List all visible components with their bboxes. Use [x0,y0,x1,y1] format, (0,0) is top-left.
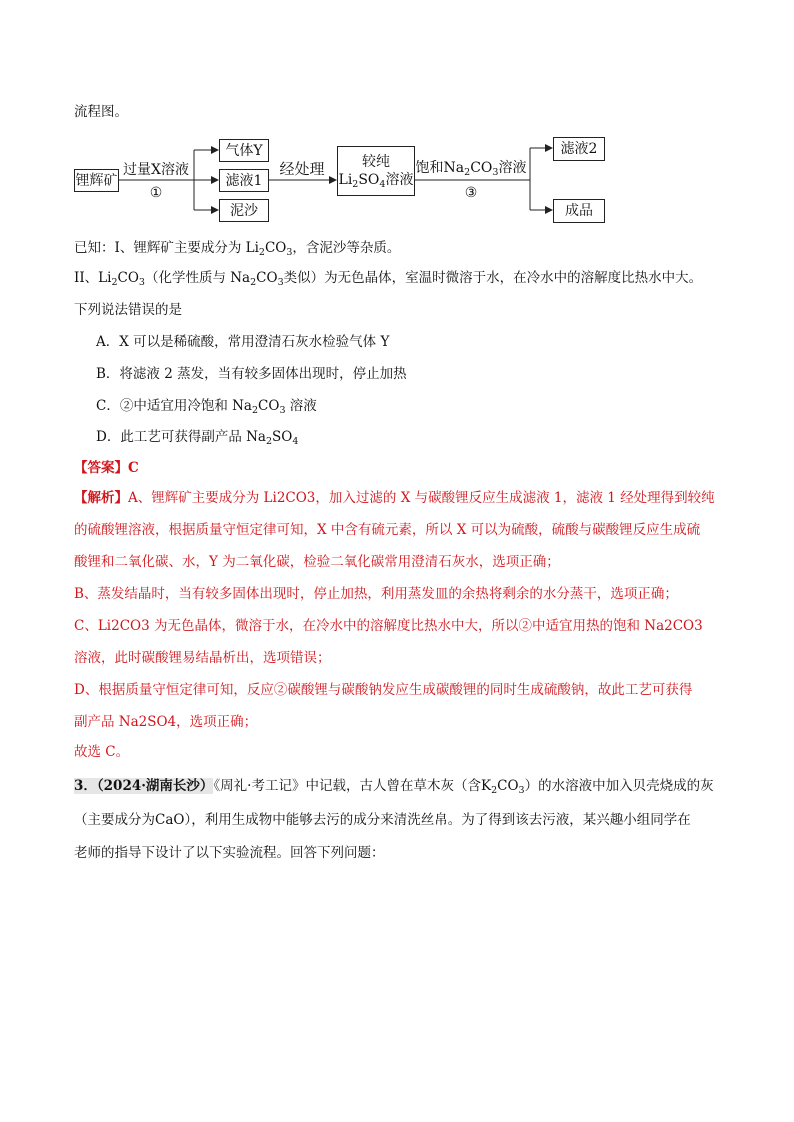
step3-reagent-label: 饱和$Na_2CO_3$溶液 [415,160,527,178]
option-c: C．②中适宜用冷饱和 $Na_2CO_3$ 溶液 [96,398,317,416]
option-d: D．此工艺可获得副产品 $Na_2SO_4$ [96,429,299,447]
box-sludge: 泥沙 [219,199,269,222]
intro-text: 流程图。 [74,104,128,120]
analysis-line-1: 【解析】A、锂辉矿主要成分为 Li2CO3，加入过滤的 X 与碳酸锂反应生成滤液 1，滤液 1 经处理得到较纯 [74,490,715,506]
analysis-line-8: 副产品 Na2SO4，选项正确； [74,714,258,730]
known-1: 已知：I、锂辉矿主要成分为 $Li_2CO_3$，含泥沙等杂质。 [74,240,401,258]
question-stem: 下列说法错误的是 [74,302,182,318]
purer-line-2: $Li_2SO_4$溶液 [338,172,414,190]
analysis-line-9: 故选 C。 [74,744,130,760]
step1-number: ① [149,185,163,201]
analysis-line-4: B、蒸发结晶时，当有较多固体出现时，停止加热，利用蒸发皿的余热将剩余的水分蒸干，选项正确； [74,586,678,602]
box-filtrate-2: 滤液2 [553,137,605,161]
analysis-line-2: 的硫酸锂溶液，根据质量守恒定律可知，X 中含有硫元素，所以 X 可以为硫酸，硫酸与碳酸锂反应生成硫 [74,522,701,538]
box-gas-y: 气体Y [219,139,269,162]
q3-source-highlight: 3．（2024·湖南长沙） [74,778,214,794]
step3-number: ③ [464,185,478,201]
box-product: 成品 [553,199,605,223]
option-b: B．将滤液 2 蒸发，当有较多固体出现时，停止加热 [96,366,407,382]
option-a: A．X 可以是稀硫酸，常用澄清石灰水检验气体 Y [96,334,390,350]
analysis-line-3: 酸锂和二氧化碳、水，Y 为二氧化碳，检验二氧化碳常用澄清石灰水，选项正确； [74,554,560,570]
box-ore: 锂辉矿 [74,169,119,192]
analysis-line-6: 溶液，此时碳酸锂易结晶析出，选项错误； [74,650,331,666]
purer-line-1: 较纯 [362,154,390,170]
q3-line-3: 老师的指导下设计了以下实验流程。回答下列问题： [74,845,385,861]
analysis-line-7: D、根据质量守恒定律可知，反应②碳酸锂与碳酸钠发应生成碳酸锂的同时生成硫酸钠，故此工艺可获得 [74,682,693,698]
q3-line-2: （主要成分为CaO），利用生成物中能够去污的成分来清洗丝帛。为了得到该去污液，某兴趣小组同学在 [74,812,691,828]
known-2: II、$Li_2CO_3$（化学性质与 $Na_2CO_3$类似）为无色晶体，室温时微溶于水，在冷水中的溶解度比热水中大。 [74,270,703,288]
box-filtrate-1: 滤液1 [219,169,269,192]
process-label: 经处理 [279,160,325,178]
analysis-line-5: C、Li2CO3 为无色晶体，微溶于水，在冷水中的溶解度比热水中大，所以②中适宜用热的饱和 Na2CO3 [74,618,703,634]
box-purer-solution [337,146,415,196]
q3-line-1: 3．（2024·湖南长沙）《周礼·考工记》中记载，古人曾在草木灰（含$K_2CO_3$）的水溶液中加入贝壳烧成的灰 [74,778,714,796]
step1-reagent-label: 过量X溶液 [123,162,189,178]
answer: 【答案】C [74,460,139,476]
flow-arrows [0,0,794,240]
